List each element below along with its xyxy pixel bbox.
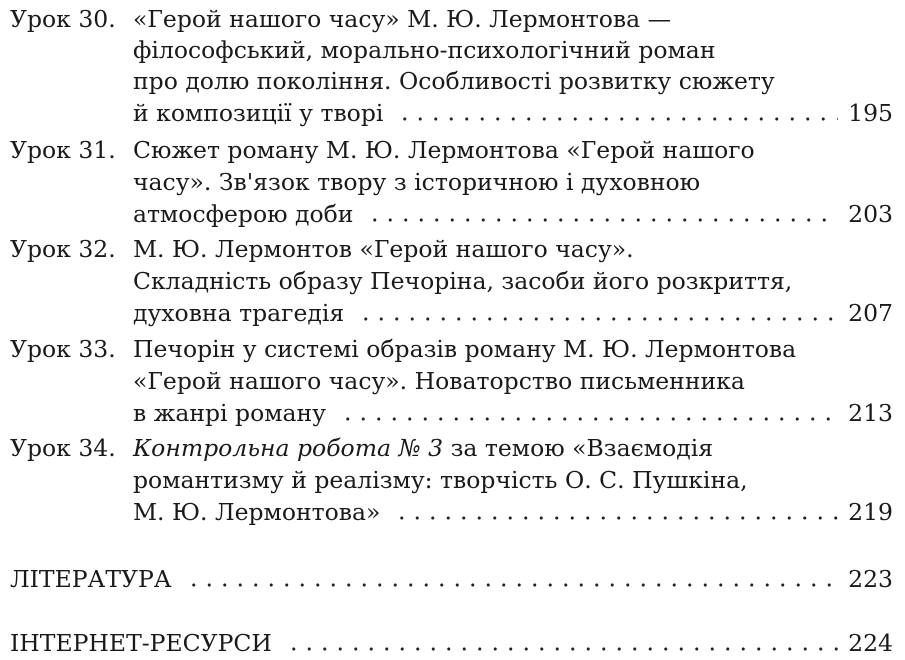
dot-leader <box>397 116 838 122</box>
dot-leader <box>286 646 838 652</box>
page-number: 219 <box>848 498 893 526</box>
entry-text-line: про долю покоління. Особливості розвитку сюжету <box>133 67 775 95</box>
page-number: 223 <box>848 565 893 593</box>
toc-section-literature <box>10 562 893 596</box>
entry-text-line: в жанрі роману <box>133 399 326 427</box>
entry-text-line: «Герой нашого часу». Новаторство письменника <box>133 367 745 395</box>
lesson-label: Урок 33. <box>10 335 116 363</box>
dot-leader <box>186 582 839 588</box>
entry-text-line: Печорін у системі образів роману М. Ю. Лермонтова <box>133 335 797 363</box>
entry-text-line-first <box>133 431 893 465</box>
entry-text-line: Складність образу Печоріна, засоби його розкриття, <box>133 267 793 295</box>
dot-leader <box>394 515 838 521</box>
entry-text-line: духовна трагедія <box>133 299 345 327</box>
entry-text-line: й композиції у творі <box>133 99 384 127</box>
lesson-label: Урок 32. <box>10 235 116 263</box>
page-number: 213 <box>848 399 893 427</box>
page-number: 203 <box>848 200 893 228</box>
entry-text-line: М. Ю. Лермонтова» <box>133 498 381 526</box>
entry-last-line <box>133 495 893 529</box>
section-title: ЛІТЕРАТУРА <box>10 565 172 593</box>
entry-text-line: Сюжет роману М. Ю. Лермонтова «Герой нашого <box>133 136 755 164</box>
lesson-label: Урок 34. <box>10 434 116 462</box>
page-number: 207 <box>848 299 893 327</box>
entry-text-line: філософський, морально-психологічний роман <box>133 36 716 64</box>
dot-leader <box>358 316 838 322</box>
entry-text-line: часу». Зв'язок твору з історичною і духовною <box>133 168 701 196</box>
entry-text-line: романтизму й реалізму: творчість О. С. Пушкіна, <box>133 466 748 494</box>
section-title: ІНТЕРНЕТ-РЕСУРСИ <box>10 629 272 657</box>
lesson-label: Урок 31. <box>10 136 116 164</box>
entry-text-rest: за темою «Взаємодія <box>443 434 714 462</box>
page-number: 195 <box>848 99 893 127</box>
entry-last-line <box>133 396 893 430</box>
entry-text-line: «Герой нашого часу» М. Ю. Лермонтова — <box>133 5 672 33</box>
entry-last-line <box>133 96 893 130</box>
page-number: 224 <box>848 629 893 657</box>
entry-last-line <box>133 296 893 330</box>
toc-section-internet-resources <box>10 626 893 660</box>
dot-leader <box>340 416 838 422</box>
test-title-italic: Контрольна робота № 3 <box>133 434 444 462</box>
lesson-label: Урок 30. <box>10 5 116 33</box>
entry-last-line <box>133 197 893 231</box>
entry-text-line: М. Ю. Лермонтов «Герой нашого часу». <box>133 235 634 263</box>
entry-text-line: атмосферою доби <box>133 200 354 228</box>
dot-leader <box>367 217 838 223</box>
